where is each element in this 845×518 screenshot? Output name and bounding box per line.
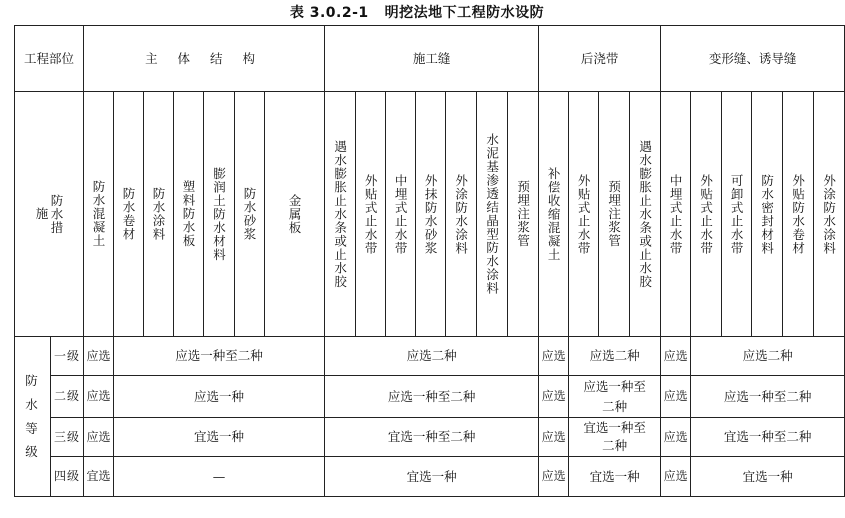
deformation-first-cell: 应选 — [661, 457, 691, 497]
post-pour-rest-text: 应选一种至二种 — [583, 379, 646, 414]
post-pour-rest-cell: 应选二种 — [569, 337, 661, 376]
measure-cell — [477, 92, 508, 337]
concrete-cell: 应选 — [84, 337, 114, 376]
measure-label: 遇水膨胀止水条或止水胶 — [332, 139, 348, 289]
deformation-rest-cell: 应选一种至二种 — [691, 376, 845, 418]
measure-label: 外涂防水涂料 — [453, 173, 469, 255]
measure-label: 防水涂料 — [151, 187, 167, 241]
measure-label: 可卸式止水带 — [729, 173, 745, 255]
measures-label: 防水措施 — [34, 193, 64, 235]
main-body-cell: — — [114, 457, 325, 497]
deformation-first-cell: 应选 — [661, 418, 691, 457]
measure-cell — [416, 92, 446, 337]
level-cell: 四级 — [51, 457, 84, 497]
measure-label: 中埋式止水带 — [668, 173, 684, 255]
measure-cell — [356, 92, 386, 337]
table-title — [0, 2, 834, 22]
waterproofing-table — [14, 25, 845, 497]
measure-label: 中埋式止水带 — [393, 173, 409, 255]
measure-label: 防水混凝土 — [91, 180, 107, 248]
group-deformation-joint: 变形缝、诱导缝 — [661, 26, 845, 92]
post-pour-first-cell: 应选 — [539, 418, 569, 457]
level-cell: 二级 — [51, 376, 84, 418]
post-pour-rest-cell: 宜选一种 — [569, 457, 661, 497]
post-pour-first-cell: 应选 — [539, 337, 569, 376]
construction-joint-cell: 应选一种至二种 — [325, 376, 539, 418]
post-pour-rest-cell — [569, 376, 661, 418]
group-post-pour-strip: 后浇带 — [539, 26, 661, 92]
measure-label: 防水密封材料 — [759, 173, 775, 255]
measure-cell — [599, 92, 630, 337]
measure-cell — [814, 92, 845, 337]
measure-cell — [144, 92, 174, 337]
post-pour-first-cell: 应选 — [539, 376, 569, 418]
deformation-rest-cell: 宜选一种至二种 — [691, 418, 845, 457]
measure-cell — [325, 92, 356, 337]
measure-label: 防水砂浆 — [242, 187, 258, 241]
group-main-body: 主 体 结 构 — [84, 26, 325, 92]
measure-label: 防水卷材 — [121, 187, 137, 241]
grade-label-cell — [15, 337, 51, 497]
construction-joint-cell: 应选二种 — [325, 337, 539, 376]
measure-label: 预埋注浆管 — [515, 180, 531, 248]
deformation-rest-cell: 宜选一种 — [691, 457, 845, 497]
level-cell: 一级 — [51, 337, 84, 376]
measure-cell — [235, 92, 265, 337]
measure-cell — [539, 92, 569, 337]
deformation-first-cell: 应选 — [661, 376, 691, 418]
group-construction-joint: 施工缝 — [325, 26, 539, 92]
table-title-text: 明挖法地下工程防水设防 — [384, 5, 545, 21]
measure-cell — [722, 92, 752, 337]
table-row — [15, 376, 845, 418]
measure-label: 水泥基渗透结晶型防水涂料 — [484, 133, 500, 295]
measure-cell — [174, 92, 204, 337]
post-pour-rest-text: 宜选一种至二种 — [583, 419, 646, 453]
measure-label: 外贴式止水带 — [698, 173, 714, 255]
measure-label: 外贴防水卷材 — [790, 173, 806, 255]
main-body-cell: 应选一种 — [114, 376, 325, 418]
deformation-rest-cell: 应选二种 — [691, 337, 845, 376]
measure-cell — [114, 92, 144, 337]
measure-cell — [783, 92, 814, 337]
measure-label: 膨润土防水材料 — [211, 166, 227, 262]
concrete-cell: 应选 — [84, 418, 114, 457]
measure-label: 外贴式止水带 — [363, 173, 379, 255]
measure-label: 遇水膨胀止水条或止水胶 — [637, 139, 653, 289]
measure-label: 外贴式止水带 — [576, 173, 592, 255]
measure-label: 外涂防水涂料 — [821, 173, 837, 255]
table-row — [15, 337, 845, 376]
construction-joint-cell: 宜选一种 — [325, 457, 539, 497]
grade-label: 防水等级 — [25, 373, 40, 460]
measure-cell — [508, 92, 539, 337]
deformation-first-cell: 应选 — [661, 337, 691, 376]
level-cell: 三级 — [51, 418, 84, 457]
measure-cell — [661, 92, 691, 337]
main-body-cell: 宜选一种 — [114, 418, 325, 457]
table-row — [15, 418, 845, 457]
concrete-cell: 应选 — [84, 376, 114, 418]
measure-label: 金属板 — [287, 193, 303, 235]
measure-cell — [752, 92, 783, 337]
post-pour-rest-cell — [569, 418, 661, 457]
table-number: 表 3.0.2-1 — [289, 5, 369, 21]
measure-cell — [691, 92, 722, 337]
main-body-cell: 应选一种至二种 — [114, 337, 325, 376]
table-row — [15, 457, 845, 497]
measure-cell — [84, 92, 114, 337]
measure-label: 预埋注浆管 — [606, 180, 622, 248]
measure-label: 外抹防水砂浆 — [423, 173, 439, 255]
measure-label: 补偿收缩混凝土 — [546, 166, 562, 262]
measure-cell — [569, 92, 599, 337]
measure-cell — [265, 92, 325, 337]
measure-label: 塑料防水板 — [181, 180, 197, 248]
header-row-measures — [15, 92, 845, 337]
measure-cell — [630, 92, 661, 337]
measure-cell — [204, 92, 235, 337]
concrete-cell: 宜选 — [84, 457, 114, 497]
measure-cell — [386, 92, 416, 337]
post-pour-first-cell: 应选 — [539, 457, 569, 497]
construction-joint-cell: 宜选一种至二种 — [325, 418, 539, 457]
engineering-part-label: 工程部位 — [15, 26, 84, 92]
measures-label-cell — [15, 92, 84, 337]
measure-cell — [446, 92, 477, 337]
header-row-groups — [15, 26, 845, 92]
